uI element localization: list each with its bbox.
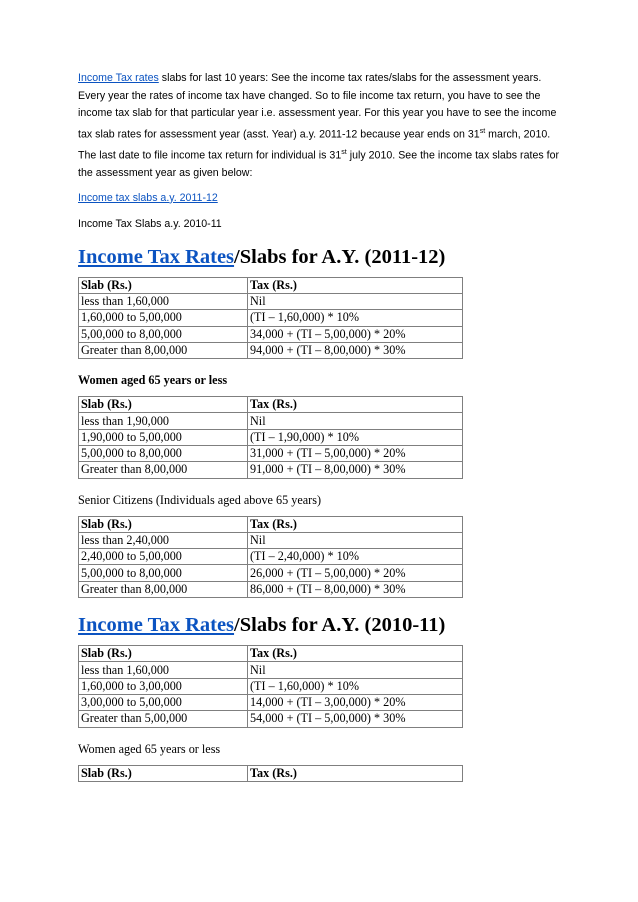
tax-cell: 54,000 + (TI – 5,00,000) * 30% bbox=[248, 711, 463, 727]
table-row bbox=[79, 678, 463, 694]
tax-cell: (TI – 2,40,000) * 10% bbox=[248, 549, 463, 565]
table-row bbox=[79, 446, 463, 462]
table-row bbox=[79, 532, 463, 548]
senior-caption: Senior Citizens (Individuals aged above 65 years) bbox=[78, 492, 322, 507]
table-header-row bbox=[79, 397, 463, 413]
table-header-row bbox=[79, 516, 463, 532]
heading-2011-12: Income Tax Rates/Slabs for A.Y. (2011-12) bbox=[78, 245, 446, 268]
tax-cell: 91,000 + (TI – 8,00,000) * 30% bbox=[248, 462, 463, 478]
slab-cell: Greater than 8,00,000 bbox=[79, 342, 248, 358]
table-row bbox=[79, 662, 463, 678]
tax-cell: (TI – 1,60,000) * 10% bbox=[248, 678, 463, 694]
slab-cell: Slab (Rs.) bbox=[79, 277, 248, 293]
table-row bbox=[79, 711, 463, 727]
heading-2010-11: Income Tax Rates/Slabs for A.Y. (2010-11) bbox=[78, 614, 446, 637]
tax-table bbox=[78, 277, 463, 359]
tax-cell: 31,000 + (TI – 5,00,000) * 20% bbox=[248, 446, 463, 462]
table-row bbox=[79, 581, 463, 597]
tax-cell: (TI – 1,90,000) * 10% bbox=[248, 429, 463, 445]
table-header-row bbox=[79, 646, 463, 662]
slab-cell: less than 1,90,000 bbox=[79, 413, 248, 429]
table-row bbox=[79, 694, 463, 710]
tax-cell: Tax (Rs.) bbox=[248, 397, 463, 413]
slab-cell: less than 1,60,000 bbox=[79, 662, 248, 678]
women-caption: Women aged 65 years or less bbox=[78, 373, 228, 388]
tax-cell: Nil bbox=[248, 532, 463, 548]
tax-table bbox=[78, 645, 463, 727]
table-row bbox=[79, 310, 463, 326]
table-row bbox=[79, 549, 463, 565]
slab-cell: 5,00,000 to 8,00,000 bbox=[79, 446, 248, 462]
slab-cell: 5,00,000 to 8,00,000 bbox=[79, 565, 248, 581]
table-header-row bbox=[79, 277, 463, 293]
income-tax-rates-link[interactable]: Income Tax rates bbox=[78, 72, 159, 84]
slab-cell: Slab (Rs.) bbox=[79, 516, 248, 532]
table-row bbox=[79, 565, 463, 581]
tax-table bbox=[78, 765, 463, 782]
document-page bbox=[78, 70, 564, 782]
tax-cell: Tax (Rs.) bbox=[248, 646, 463, 662]
tax-cell: 86,000 + (TI – 8,00,000) * 30% bbox=[248, 581, 463, 597]
slab-cell: 1,60,000 to 3,00,000 bbox=[79, 678, 248, 694]
slab-cell: Slab (Rs.) bbox=[79, 646, 248, 662]
tax-cell: 14,000 + (TI – 3,00,000) * 20% bbox=[248, 694, 463, 710]
table-row bbox=[79, 342, 463, 358]
heading-income-tax-rates-link[interactable]: Income Tax Rates bbox=[78, 614, 235, 637]
slab-cell: less than 1,60,000 bbox=[79, 293, 248, 309]
slab-cell: 3,00,000 to 5,00,000 bbox=[79, 694, 248, 710]
slab-cell: 1,60,000 to 5,00,000 bbox=[79, 310, 248, 326]
tax-cell: 26,000 + (TI – 5,00,000) * 20% bbox=[248, 565, 463, 581]
table-row bbox=[79, 326, 463, 342]
slab-cell: Greater than 8,00,000 bbox=[79, 581, 248, 597]
table-row bbox=[79, 413, 463, 429]
tax-cell: Tax (Rs.) bbox=[248, 277, 463, 293]
table-header-row bbox=[79, 765, 463, 781]
slab-cell: Greater than 5,00,000 bbox=[79, 711, 248, 727]
tax-cell: Tax (Rs.) bbox=[248, 765, 463, 781]
slab-cell: less than 2,40,000 bbox=[79, 532, 248, 548]
income-tax-slabs-2010-11-text: Income Tax Slabs a.y. 2010-11 bbox=[78, 217, 222, 230]
table-row bbox=[79, 429, 463, 445]
tax-cell: (TI – 1,60,000) * 10% bbox=[248, 310, 463, 326]
slab-cell: Greater than 8,00,000 bbox=[79, 462, 248, 478]
slab-cell: 1,90,000 to 5,00,000 bbox=[79, 429, 248, 445]
slab-cell: 2,40,000 to 5,00,000 bbox=[79, 549, 248, 565]
intro-paragraph: Income Tax rates slabs for last 10 years: See the income tax rates/slabs for the assessment years. Every year the rates of income tax have changed. So to file income tax return, you have to see the income tax slab for that particular year i.e. assessment year. For this year you have to see the income tax slab rates for assessment year (asst. Year) a.y. 2011-12 because year ends on 31st march, 2010. The last date to file income tax return for individual is 31st july 2010. See the income tax slabs rates for the assessment year as given below: bbox=[78, 72, 560, 180]
income-tax-slabs-2011-12-link[interactable]: Income tax slabs a.y. 2011-12 bbox=[78, 191, 218, 204]
tax-table bbox=[78, 396, 463, 478]
tax-cell: 94,000 + (TI – 8,00,000) * 30% bbox=[248, 342, 463, 358]
tax-cell: 34,000 + (TI – 5,00,000) * 20% bbox=[248, 326, 463, 342]
tax-cell: Nil bbox=[248, 662, 463, 678]
slab-cell: 5,00,000 to 8,00,000 bbox=[79, 326, 248, 342]
table-row bbox=[79, 293, 463, 309]
table-row bbox=[79, 462, 463, 478]
heading-income-tax-rates-link[interactable]: Income Tax Rates bbox=[78, 245, 235, 268]
tax-cell: Tax (Rs.) bbox=[248, 516, 463, 532]
slab-cell: Slab (Rs.) bbox=[79, 397, 248, 413]
tax-table bbox=[78, 516, 463, 598]
tax-cell: Nil bbox=[248, 413, 463, 429]
women-caption: Women aged 65 years or less bbox=[78, 741, 221, 756]
slab-cell: Slab (Rs.) bbox=[79, 765, 248, 781]
tax-cell: Nil bbox=[248, 293, 463, 309]
